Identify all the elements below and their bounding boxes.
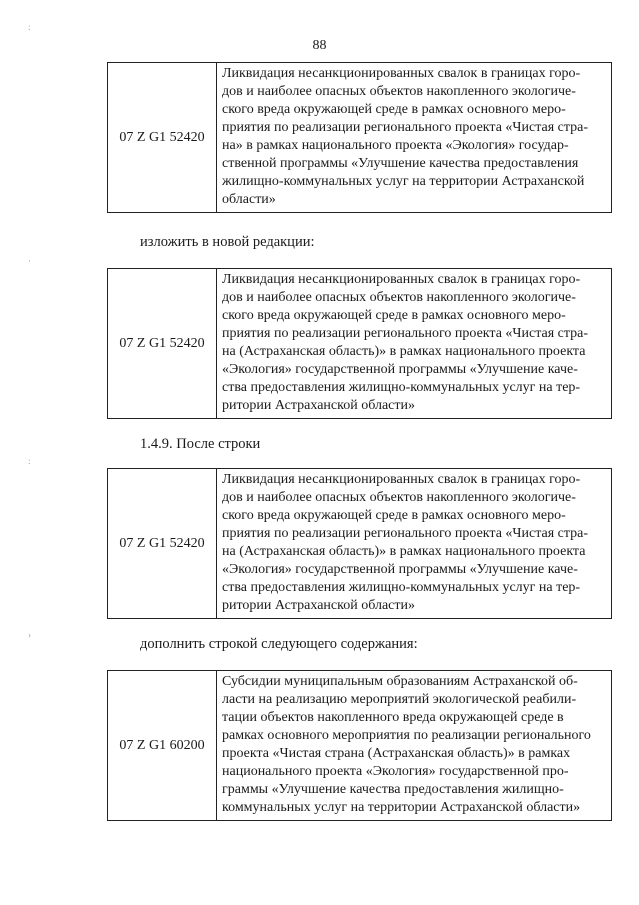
description-line: приятия по реализации регионального проекта «Чистая стра-	[222, 526, 589, 541]
instruction-paragraph: изложить в новой редакции:	[140, 234, 315, 250]
budget-row-table-2	[107, 268, 612, 419]
description-line: Ликвидация несанкционированных свалок в границах горо-	[222, 472, 581, 487]
scan-mark: ›	[28, 630, 31, 640]
description-line: ства предоставления жилищно-коммунальных услуг на тер-	[222, 580, 581, 595]
description-line: ритории Астраханской области»	[222, 598, 416, 613]
description-cell	[217, 63, 612, 213]
table-row	[108, 469, 612, 619]
description-line: Ликвидация несанкционированных свалок в границах горо-	[222, 66, 581, 81]
description-line: проекта «Чистая страна (Астраханская область)» в рамках	[222, 746, 571, 761]
description-line: на (Астраханская область)» в рамках национального проекта	[222, 544, 586, 559]
description-line: тации объектов накопленного вреда окружающей среде в	[222, 710, 564, 725]
budget-row-table-4	[107, 670, 612, 821]
description-cell	[217, 269, 612, 419]
budget-code-cell: 07 Z G1 52420	[108, 469, 217, 619]
description-line: коммунальных услуг на территории Астраханской области»	[222, 800, 581, 815]
description-line: ственной программы «Улучшение качества предоставления	[222, 156, 579, 171]
scan-mark: :	[28, 456, 31, 466]
description-line: «Экология» государственной программы «Улучшение каче-	[222, 362, 578, 377]
description-line: «Экология» государственной программы «Улучшение каче-	[222, 562, 578, 577]
table-row	[108, 63, 612, 213]
description-line: дов и наиболее опасных объектов накопленного экологиче-	[222, 84, 576, 99]
description-line: Субсидии муниципальным образованиям Астраханской об-	[222, 674, 578, 689]
scan-mark: ·	[28, 256, 31, 266]
description-line: дов и наиболее опасных объектов накопленного экологиче-	[222, 290, 576, 305]
description-line: ритории Астраханской области»	[222, 398, 416, 413]
description-line: рамках основного мероприятия по реализации регионального	[222, 728, 591, 743]
description-line: жилищно-коммунальных услуг на территории Астраханской	[222, 174, 585, 189]
description-cell	[217, 469, 612, 619]
instruction-paragraph: дополнить строкой следующего содержания:	[140, 636, 418, 652]
table-row	[108, 671, 612, 821]
description-line: ства предоставления жилищно-коммунальных услуг на тер-	[222, 380, 581, 395]
budget-code-cell: 07 Z G1 52420	[108, 63, 217, 213]
description-line: приятия по реализации регионального проекта «Чистая стра-	[222, 120, 589, 135]
description-line: ласти на реализацию мероприятий экологической реабили-	[222, 692, 577, 707]
description-cell	[217, 671, 612, 821]
description-line: на» в рамках национального проекта «Экология» государ-	[222, 138, 569, 153]
description-line: на (Астраханская область)» в рамках национального проекта	[222, 344, 586, 359]
description-line: области»	[222, 192, 276, 207]
description-line: приятия по реализации регионального проекта «Чистая стра-	[222, 326, 589, 341]
description-line: дов и наиболее опасных объектов накопленного экологиче-	[222, 490, 576, 505]
budget-row-table-1	[107, 62, 612, 213]
budget-code-cell: 07 Z G1 60200	[108, 671, 217, 821]
budget-row-table-3	[107, 468, 612, 619]
scan-mark: :	[28, 22, 31, 32]
description-line: национального проекта «Экология» государственной про-	[222, 764, 569, 779]
table-row	[108, 269, 612, 419]
description-line: Ликвидация несанкционированных свалок в границах горо-	[222, 272, 581, 287]
description-line: ского вреда окружающей среде в рамках основного меро-	[222, 308, 566, 323]
section-heading-paragraph: 1.4.9. После строки	[140, 436, 261, 452]
budget-code-cell: 07 Z G1 52420	[108, 269, 217, 419]
description-line: ского вреда окружающей среде в рамках основного меро-	[222, 102, 566, 117]
page-number: 88	[312, 38, 327, 53]
description-line: ского вреда окружающей среде в рамках основного меро-	[222, 508, 566, 523]
description-line: граммы «Улучшение качества предоставления жилищно-	[222, 782, 564, 797]
